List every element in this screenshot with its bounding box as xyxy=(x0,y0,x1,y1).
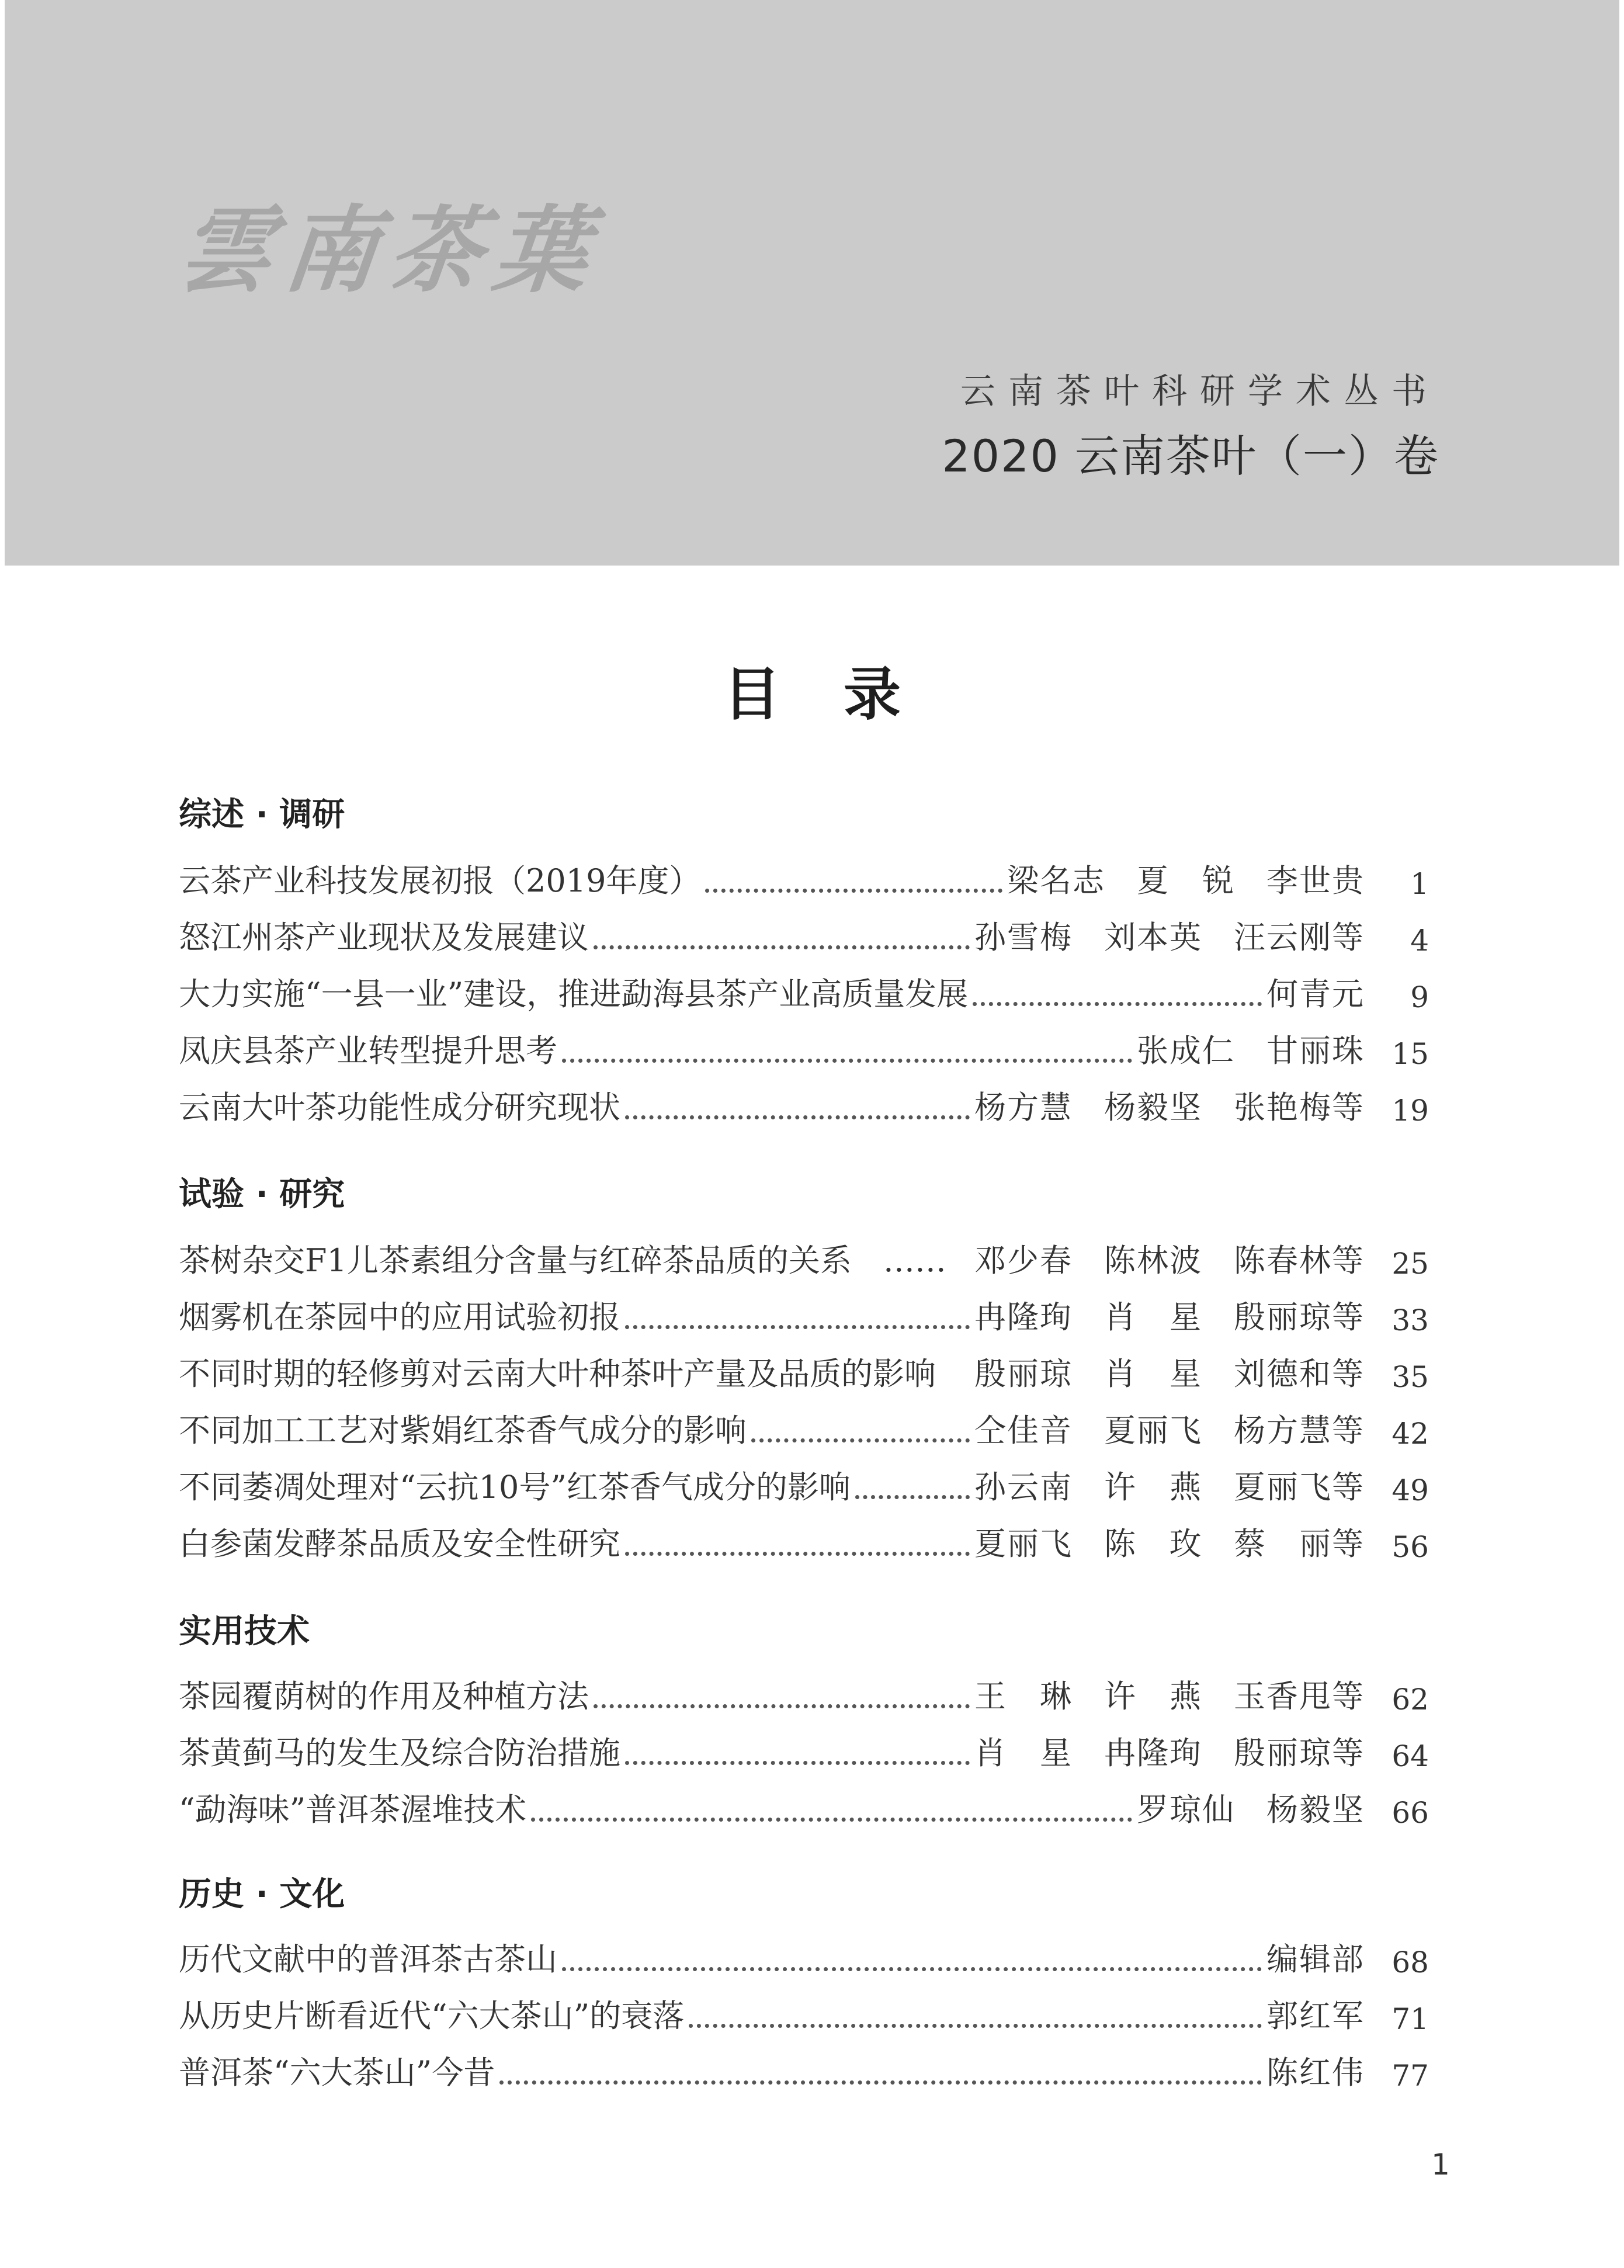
author: 何青元 xyxy=(1266,976,1365,1012)
toc-entry[interactable] xyxy=(179,1465,1429,1507)
entry-authors xyxy=(1266,969,1365,1014)
author: 冉隆珣 xyxy=(1104,1735,1202,1771)
entry-page: 56 xyxy=(1391,1530,1429,1564)
toc-entry[interactable] xyxy=(179,1731,1429,1773)
toc-entry[interactable] xyxy=(179,1788,1429,1830)
section-heading: 综述 · 调研 xyxy=(179,796,345,834)
entry-title: 凤庆县茶产业转型提升思考 xyxy=(179,1032,557,1069)
entry-title: 普洱茶“六大茶山”今昔 xyxy=(179,2054,495,2091)
entry-authors xyxy=(974,1236,1365,1281)
entry-title: 云南大叶茶功能性成分研究现状 xyxy=(179,1089,620,1126)
section-heading: 试验 · 研究 xyxy=(179,1175,345,1213)
author: 夏丽飞 xyxy=(1104,1412,1202,1449)
author: 李世贵 xyxy=(1266,862,1365,899)
entry-page: 68 xyxy=(1391,1946,1429,1979)
dot-leader xyxy=(625,1761,970,1765)
entry-authors xyxy=(974,1671,1365,1716)
entry-title: “勐海味”普洱茶渥堆技术 xyxy=(179,1791,527,1828)
dot-leader xyxy=(689,2024,1262,2028)
author: 邓少春 xyxy=(974,1242,1073,1279)
entry-title: 从历史片断看近代“六大茶山”的衰落 xyxy=(179,1997,685,2034)
author: 陈林波 xyxy=(1104,1242,1202,1279)
entry-title: 白参菌发酵茶品质及安全性研究 xyxy=(179,1525,620,1562)
author: 王 琳 xyxy=(974,1678,1073,1715)
toc-entry[interactable] xyxy=(179,915,1429,958)
author: 玉香甩等 xyxy=(1234,1678,1365,1715)
page-number: 1 xyxy=(1431,2148,1450,2182)
toc-entry[interactable] xyxy=(179,2051,1429,2093)
toc-entry[interactable] xyxy=(179,972,1429,1014)
entry-title: 茶树杂交F1儿茶素组分含量与红碎茶品质的关系 …… xyxy=(179,1242,946,1279)
toc-entry[interactable] xyxy=(179,1674,1429,1716)
author: 殷丽琼等 xyxy=(1234,1735,1365,1771)
entry-authors xyxy=(974,913,1365,958)
entry-authors xyxy=(1007,856,1365,901)
toc-entry[interactable] xyxy=(179,1352,1429,1394)
entry-page: 35 xyxy=(1391,1360,1429,1394)
entry-title: 大力实施“一县一业”建设，推进勐海县茶产业高质量发展 xyxy=(179,976,969,1012)
author: 陈红伟 xyxy=(1266,2054,1365,2091)
toc-entry[interactable] xyxy=(179,859,1429,901)
entry-authors xyxy=(974,1083,1365,1128)
author: 孙云南 xyxy=(974,1469,1073,1506)
author: 刘本英 xyxy=(1104,919,1202,956)
entry-title: 怒江州茶产业现状及发展建议 xyxy=(179,919,589,956)
entry-page: 71 xyxy=(1391,2002,1429,2036)
entry-page: 4 xyxy=(1410,924,1429,958)
entry-authors xyxy=(974,1292,1365,1337)
entry-page: 9 xyxy=(1410,980,1429,1014)
entry-page: 33 xyxy=(1391,1303,1429,1337)
author: 殷丽琼等 xyxy=(1234,1299,1365,1336)
author: 冉隆珣 xyxy=(974,1299,1073,1336)
author: 许 燕 xyxy=(1104,1469,1202,1506)
author: 郭红军 xyxy=(1266,1997,1365,2034)
entry-authors xyxy=(974,1728,1365,1773)
author: 刘德和等 xyxy=(1234,1355,1365,1392)
toc-entry[interactable] xyxy=(179,1029,1429,1071)
author: 汪云刚等 xyxy=(1234,919,1365,956)
author: 仝佳音 xyxy=(974,1412,1073,1449)
entry-authors xyxy=(1266,2048,1365,2093)
entry-authors xyxy=(1137,1026,1365,1071)
dot-leader xyxy=(594,945,970,949)
entry-page: 49 xyxy=(1391,1473,1429,1507)
author: 编辑部 xyxy=(1266,1941,1365,1978)
author: 陈春林等 xyxy=(1234,1242,1365,1279)
author: 杨方慧 xyxy=(974,1089,1073,1126)
entry-title: 不同萎凋处理对“云抗10号”红茶香气成分的影响 xyxy=(179,1469,851,1506)
author: 梁名志 xyxy=(1007,862,1105,899)
entry-page: 62 xyxy=(1391,1683,1429,1716)
entry-page: 66 xyxy=(1391,1796,1429,1830)
author: 许 燕 xyxy=(1104,1678,1202,1715)
entry-authors xyxy=(974,1519,1365,1564)
dot-leader xyxy=(531,1818,1132,1822)
dot-leader xyxy=(499,2080,1262,2085)
author: 夏丽飞 xyxy=(974,1525,1073,1562)
entry-title: 云茶产业科技发展初报（2019年度） xyxy=(179,862,701,899)
author: 夏丽飞等 xyxy=(1234,1469,1365,1506)
entry-title: 烟雾机在茶园中的应用试验初报 xyxy=(179,1299,620,1336)
author: 夏 锐 xyxy=(1137,862,1235,899)
entry-authors xyxy=(1266,1934,1365,1979)
toc-entry[interactable] xyxy=(179,1239,1429,1281)
author: 陈 玫 xyxy=(1104,1525,1202,1562)
entry-authors xyxy=(1266,1991,1365,2036)
series-title: 云南茶叶科研学术丛书 xyxy=(960,371,1439,412)
author: 杨毅坚 xyxy=(1266,1791,1365,1828)
entry-page: 1 xyxy=(1410,867,1429,901)
toc-entry[interactable] xyxy=(179,1086,1429,1128)
author: 杨方慧等 xyxy=(1234,1412,1365,1449)
dot-leader xyxy=(562,1967,1262,1971)
entry-page: 42 xyxy=(1391,1417,1429,1451)
dot-leader xyxy=(625,1115,970,1119)
author: 甘丽珠 xyxy=(1266,1032,1365,1069)
entry-title: 茶黄蓟马的发生及综合防治措施 xyxy=(179,1735,620,1771)
author: 张成仁 xyxy=(1137,1032,1235,1069)
author: 蔡 丽等 xyxy=(1234,1525,1365,1562)
dot-leader xyxy=(562,1059,1132,1063)
dot-leader xyxy=(594,1704,970,1708)
author: 殷丽琼 xyxy=(974,1355,1073,1392)
author: 肖 星 xyxy=(1104,1355,1202,1392)
author: 罗琼仙 xyxy=(1137,1791,1235,1828)
entry-title: 茶园覆荫树的作用及种植方法 xyxy=(179,1678,589,1715)
header-banner xyxy=(5,0,1619,566)
entry-page: 19 xyxy=(1391,1094,1429,1128)
toc-entry[interactable] xyxy=(179,1522,1429,1564)
entry-page: 64 xyxy=(1391,1739,1429,1773)
section-heading: 实用技术 xyxy=(179,1612,310,1650)
author: 孙雪梅 xyxy=(974,919,1073,956)
toc-entry[interactable] xyxy=(179,1994,1429,2036)
author: 肖 星 xyxy=(1104,1299,1202,1336)
entry-authors xyxy=(974,1462,1365,1507)
entry-authors xyxy=(974,1406,1365,1451)
dot-leader xyxy=(973,1002,1262,1006)
toc-entry[interactable] xyxy=(179,1295,1429,1337)
entry-page: 25 xyxy=(1391,1247,1429,1281)
dot-leader xyxy=(625,1552,970,1556)
toc-entry[interactable] xyxy=(179,1937,1429,1979)
entry-title: 不同时期的轻修剪对云南大叶种茶叶产量及品质的影响 xyxy=(179,1355,936,1392)
entry-page: 77 xyxy=(1391,2059,1429,2093)
volume-title: 2020 云南茶叶（一）卷 xyxy=(942,430,1439,482)
author: 张艳梅等 xyxy=(1234,1089,1365,1126)
toc-entry[interactable] xyxy=(179,1409,1429,1451)
dot-leader xyxy=(751,1438,970,1442)
entry-page: 15 xyxy=(1391,1037,1429,1071)
dot-leader xyxy=(855,1495,970,1499)
calligraphy-logo: 雲南茶葉 xyxy=(173,195,606,305)
toc-title: 目录 xyxy=(723,661,964,728)
dot-leader xyxy=(705,889,1002,893)
entry-authors xyxy=(974,1349,1365,1394)
author: 肖 星 xyxy=(974,1735,1073,1771)
entry-authors xyxy=(1137,1785,1365,1830)
author: 杨毅坚 xyxy=(1104,1089,1202,1126)
entry-title: 历代文献中的普洱茶古茶山 xyxy=(179,1941,557,1978)
section-heading: 历史 · 文化 xyxy=(179,1875,345,1913)
dot-leader xyxy=(625,1325,970,1329)
entry-title: 不同加工工艺对紫娟红茶香气成分的影响 xyxy=(179,1412,747,1449)
